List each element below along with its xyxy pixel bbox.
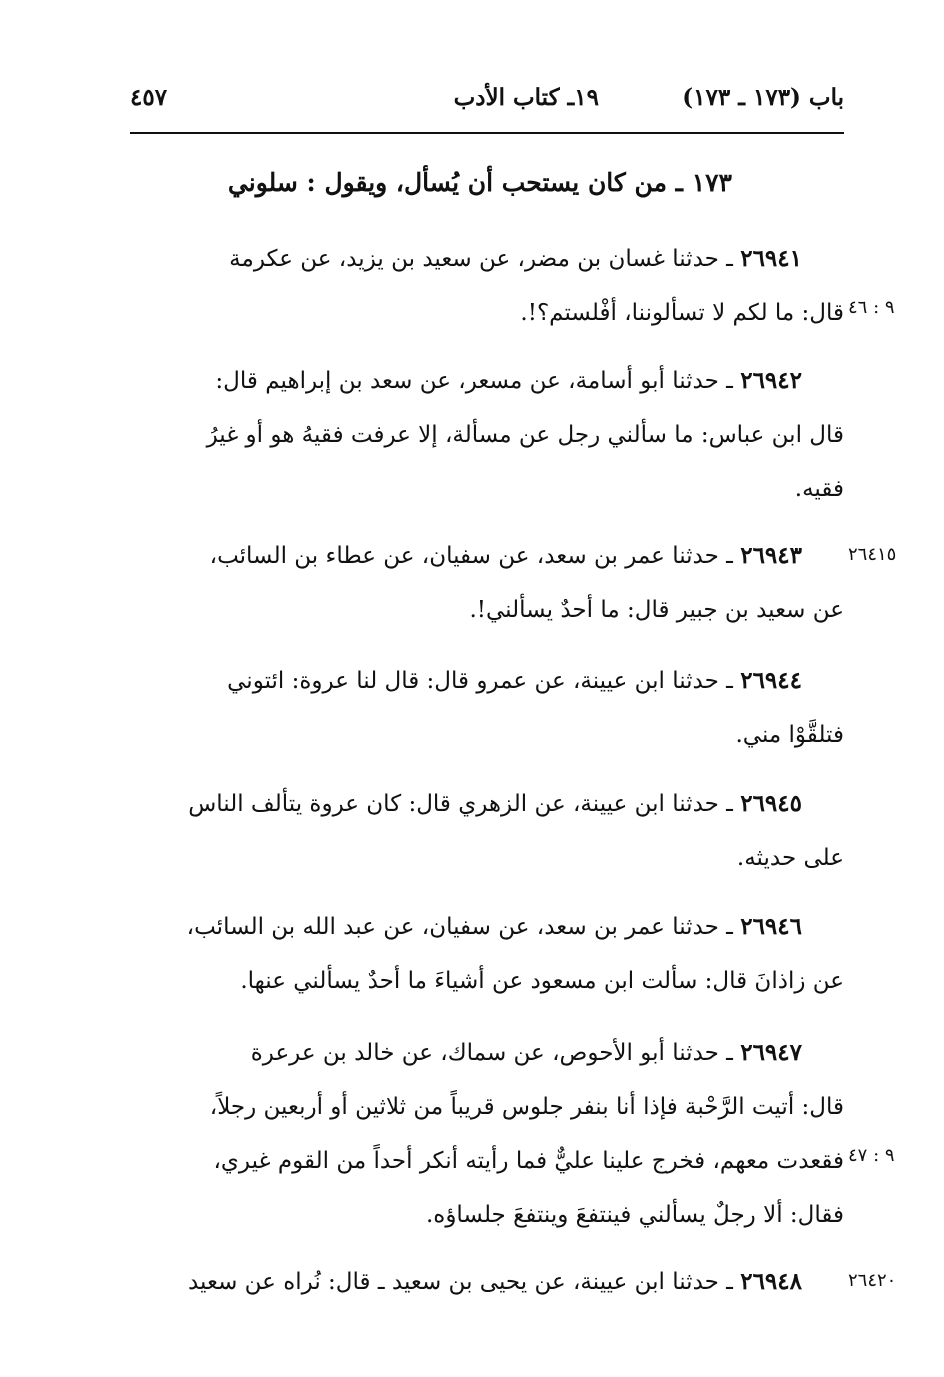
hadith-line: فتلقَّوْا مني. [735, 722, 844, 748]
hadith-entry [130, 654, 844, 762]
hadith-line: فقال: ألا رجلٌ يسألني فينتفعَ وينتفعَ جلساؤه. [425, 1202, 844, 1228]
hadith-line: عن سعيد بن جبير قال: ما أحدٌ يسألني!. [469, 597, 844, 623]
hadith-number: ٢٦٩٤٤ [740, 667, 802, 694]
hadith-line: فقعدت معهم، فخرج علينا عليٌّ فما رأيته أنكر أحداً من القوم غيري، [213, 1148, 844, 1174]
hadith-line: فقيه. [794, 476, 844, 502]
hadith-line: ـ حدثنا أبو أسامة، عن مسعر، عن سعد بن إبراهيم قال: [215, 368, 733, 394]
hadith-line: ـ حدثنا غسان بن مضر، عن سعيد بن يزيد، عن عكرمة [229, 246, 733, 272]
hadith-line: ـ حدثنا ابن عيينة، عن عمرو قال: قال لنا عروة: ائتوني [227, 668, 733, 694]
hadith-entry [130, 232, 844, 340]
hadith-line: قال: ما لكم لا تسألوننا، أفْلستم؟!. [520, 300, 844, 326]
hadith-line: ـ حدثنا أبو الأحوص، عن سماك، عن خالد بن عرعرة [250, 1040, 733, 1066]
hadith-number: ٢٦٩٤٧ [740, 1039, 802, 1066]
margin-reference: ٩ : ٤٦ [848, 297, 895, 318]
hadith-line: ـ حدثنا عمر بن سعد، عن سفيان، عن عبد الله بن السائب، [186, 914, 733, 940]
margin-reference: ٩ : ٤٧ [848, 1145, 895, 1166]
hadith-entry [130, 529, 844, 637]
page-header [130, 84, 844, 124]
hadith-entry [130, 354, 844, 516]
hadith-line: عن زاذانَ قال: سألت ابن مسعود عن أشياءَ ما أحدٌ يسألني عنها. [240, 968, 844, 994]
hadith-number: ٢٦٩٤٦ [740, 913, 802, 940]
hadith-line: ـ حدثنا عمر بن سعد، عن سفيان، عن عطاء بن السائب، [209, 543, 733, 569]
hadith-entry [130, 900, 844, 1008]
chapter-range: باب (١٧٣ ـ ١٧٣) [682, 84, 844, 111]
margin-reference: ٢٦٤٢٠ [848, 1270, 897, 1291]
hadith-entry [130, 1255, 844, 1309]
hadith-number: ٢٦٩٤١ [740, 245, 802, 272]
page-number: ٤٥٧ [130, 84, 168, 111]
hadith-number: ٢٦٩٤٥ [740, 790, 802, 817]
book-title: ١٩ـ كتاب الأدب [453, 84, 599, 111]
hadith-line: ـ حدثنا ابن عيينة، عن يحيى بن سعيد ـ قال: نُراه عن سعيد [187, 1269, 733, 1295]
header-rule [130, 132, 844, 134]
hadith-line: قال: أتيت الرَّحْبة فإذا أنا بنفر جلوس قريباً من ثلاثين أو أربعين رجلاً، [209, 1094, 844, 1120]
hadith-line: قال ابن عباس: ما سألني رجل عن مسألة، إلا عرفت فقيهُ هو أو غيرُ [206, 422, 844, 448]
hadith-line: على حديثه. [736, 845, 844, 871]
chapter-heading: ١٧٣ ـ من كان يستحب أن يُسأل، ويقول : سلوني [227, 168, 732, 197]
margin-reference: ٢٦٤١٥ [848, 544, 897, 565]
hadith-entry [130, 777, 844, 885]
hadith-number: ٢٦٩٤٢ [740, 367, 802, 394]
hadith-entry [130, 1026, 844, 1242]
hadith-number: ٢٦٩٤٨ [740, 1268, 802, 1295]
hadith-number: ٢٦٩٤٣ [740, 542, 802, 569]
hadith-line: ـ حدثنا ابن عيينة، عن الزهري قال: كان عروة يتألف الناس [188, 791, 733, 817]
